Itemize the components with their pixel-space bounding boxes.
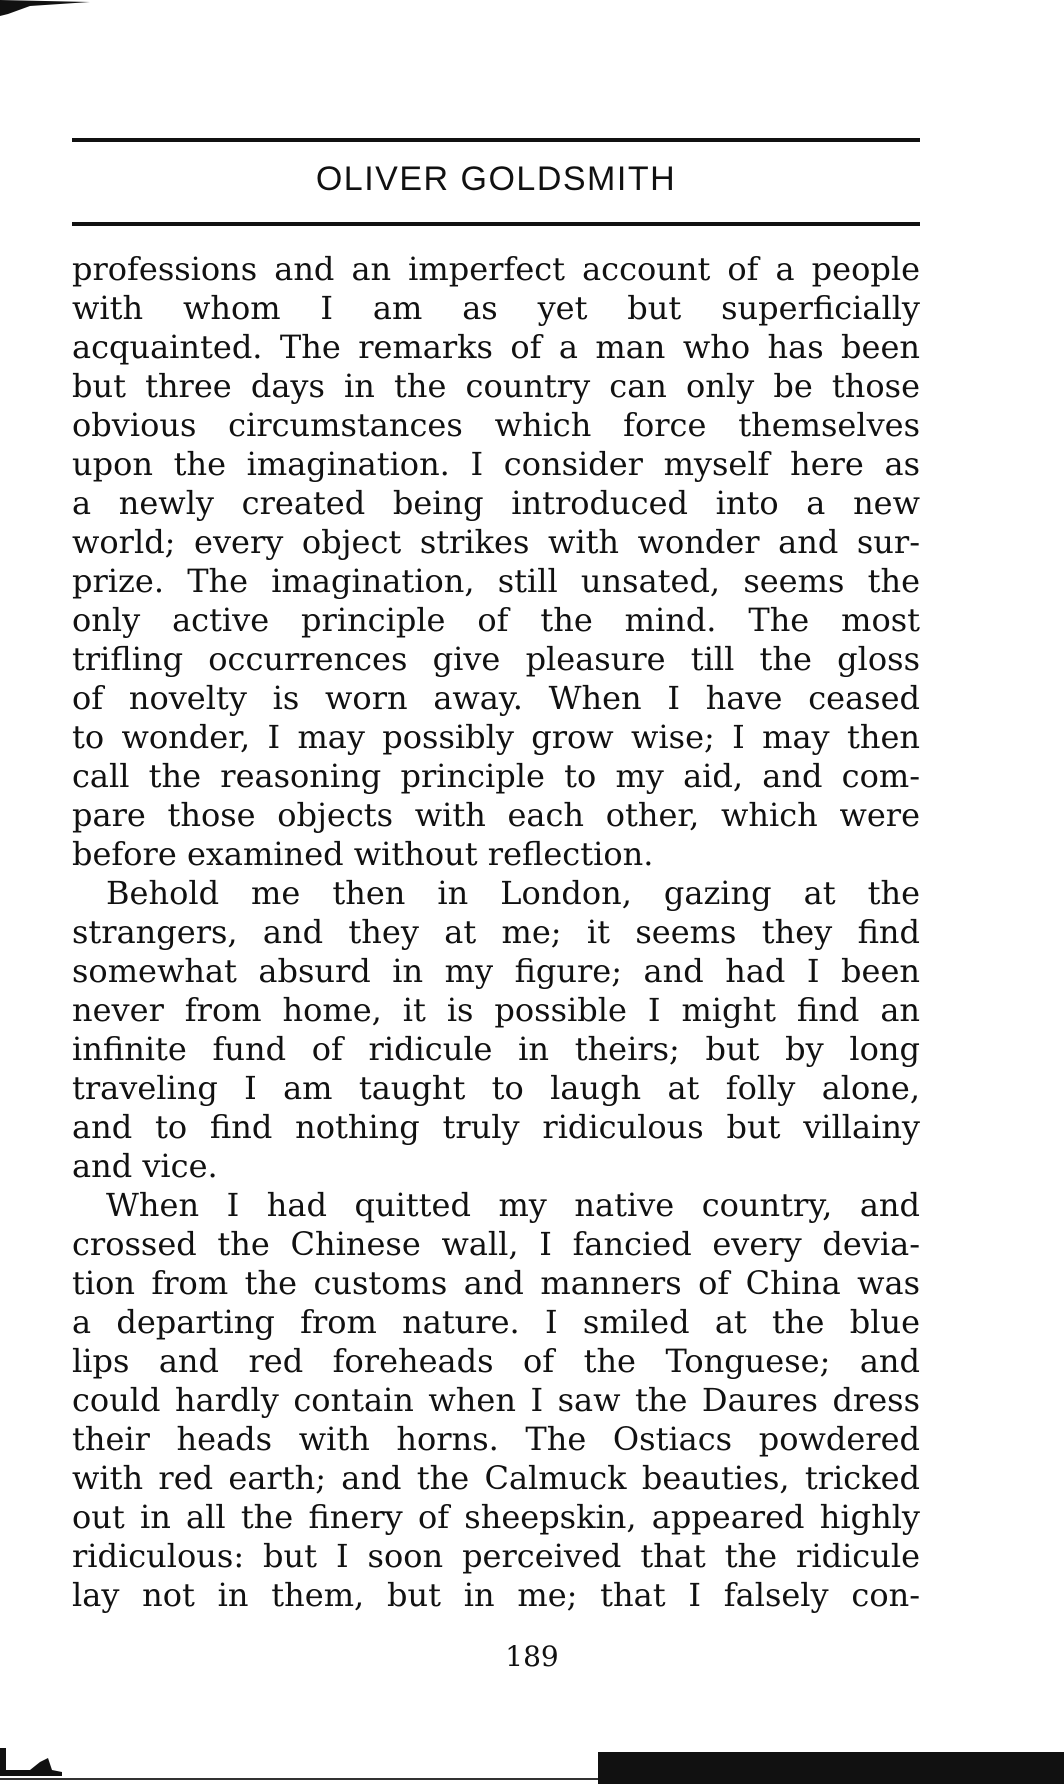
text-line: strangers, and they at me; it seems they find [72,913,920,951]
text-line: world; every object strikes with wonder and sur- [72,523,920,561]
paragraph [72,1186,920,1615]
scan-corner-mark [0,0,90,16]
header-rule [72,222,920,226]
page-number: 189 [505,1640,559,1673]
paragraph [72,874,920,1186]
text-line: professions and an imperfect account of a people [72,250,920,288]
text-line: upon the imagination. I consider myself here as [72,445,920,483]
running-head: OLIVER GOLDSMITH [315,160,677,198]
text-line: a departing from nature. I smiled at the blue [72,1303,920,1341]
text-line: When I had quitted my native country, and [106,1186,920,1224]
scan-edge-bar [598,1752,1064,1784]
body-text [72,250,920,1615]
text-line: acquainted. The remarks of a man who has been [72,328,920,366]
text-line: lips and red foreheads of the Tonguese; and [72,1342,920,1380]
text-line: prize. The imagination, still unsated, seems the [72,562,920,600]
text-line: tion from the customs and manners of China was [72,1264,920,1302]
text-line: could hardly contain when I saw the Daures dress [72,1381,920,1419]
text-line: their heads with horns. The Ostiacs powdered [72,1420,920,1458]
text-line: never from home, it is possible I might find an [72,991,920,1029]
text-line: before examined without reflection. [72,835,654,873]
text-line: lay not in them, but in me; that I falsely con- [72,1576,920,1614]
text-line: only active principle of the mind. The most [72,601,920,639]
text-line: Behold me then in London, gazing at the [106,874,920,912]
text-line: to wonder, I may possibly grow wise; I may then [72,718,920,756]
paragraph [72,250,920,874]
scan-edge-line [0,1778,600,1780]
scan-edge-mark [0,1748,62,1776]
text-line: pare those objects with each other, which were [72,796,920,834]
text-line: infinite fund of ridicule in theirs; but by long [72,1030,920,1068]
text-line: with red earth; and the Calmuck beauties, tricked [72,1459,920,1497]
text-line: call the reasoning principle to my aid, and com- [72,757,920,795]
text-line: but three days in the country can only be those [72,367,920,405]
text-line: trifling occurrences give pleasure till the gloss [72,640,920,678]
text-line: ridiculous: but I soon perceived that the ridicule [72,1537,920,1575]
text-line: and to find nothing truly ridiculous but villainy [72,1108,920,1146]
text-line: with whom I am as yet but superficially [72,289,920,327]
text-line: of novelty is worn away. When I have ceased [72,679,920,717]
top-rule [72,138,920,142]
text-line: out in all the finery of sheepskin, appeared highly [72,1498,920,1536]
text-line: and vice. [72,1147,218,1185]
text-line: obvious circumstances which force themselves [72,406,920,444]
text-line: somewhat absurd in my figure; and had I been [72,952,920,990]
text-line: a newly created being introduced into a new [72,484,920,522]
text-line: traveling I am taught to laugh at folly alone, [72,1069,920,1107]
text-line: crossed the Chinese wall, I fancied every devia- [72,1225,920,1263]
